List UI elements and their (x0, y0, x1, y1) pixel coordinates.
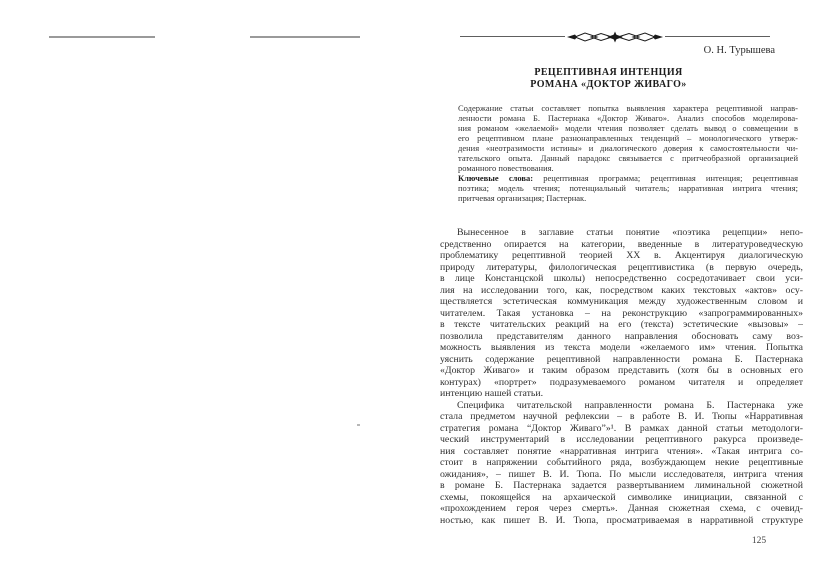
text-line: ческий инструментарий в исследовании рецептивного ракурса произведе- (440, 434, 803, 445)
paragraph-2 (440, 400, 803, 527)
text-line: стратегия романа “Доктор Живаго”»¹. В рамках данной статьи методологи- (440, 422, 803, 434)
text-line: средственно опирается на категории, введенные в литературоведческую (440, 238, 803, 250)
abstract-text (458, 103, 798, 173)
right-page (440, 0, 803, 582)
text-line: притчевая организация; Пастернак. (458, 193, 587, 203)
text-line: Вынесенное в заглавие статьи понятие «поэтика рецепции» непо- (457, 227, 803, 238)
scan-speckle (357, 424, 360, 426)
text-line: Содержание статьи составляет попытка выявления характера рецептивной направ- (458, 103, 798, 113)
text-line: его рецептивном плане разнонаправленных тенденций – монологического утверж- (458, 133, 798, 143)
text-line: контурах) «портрет» подразумеваемого романом читателя и определяет (440, 376, 803, 388)
text-line: ния романом «желаемой» модели чтения позволяет сделать вывод о совмещении в (458, 123, 798, 133)
text-line: читателем. Такая установка – на реконструкцию «запрограммированных» (440, 307, 803, 319)
ornament-icon (567, 31, 663, 43)
text-line: в тексте читательских реакций на его (текста) эстетические «вызовы» – (440, 319, 803, 330)
text-line: ленности романа Б. Пастернака «Доктор Живаго». Анализ способов моделирова- (458, 113, 798, 123)
keywords-text: рецептивная программа; рецептивная интенция; рецептивная (533, 173, 798, 183)
left-page-rule-1 (49, 36, 155, 38)
keywords-line (458, 173, 798, 183)
text-line: тательского опыта. Данный парадокс связывается с притчеобразной организацией (458, 153, 798, 163)
text-line: «Доктор Живаго» и таким образом представить (хотя бы в основных его (440, 365, 803, 376)
text-line: интенцию нашей статьи. (440, 388, 544, 399)
text-line: ностью, как пишет В. И. Тюпа, просматриваемая в нарративной структуре (440, 514, 803, 526)
text-line: романного повествования. (458, 163, 554, 173)
abstract-block (458, 103, 798, 203)
text-line: поэтика; модель чтения; потенциальный читатель; нарративная интрига чтения; (458, 183, 798, 193)
text-line: природу литературы, филологическая рецептивистика (в первую очередь, (440, 261, 803, 273)
text-line: ния составляет понятие «нарративная интрига чтения». «Такая интрига со- (440, 445, 803, 457)
ornament-divider (460, 30, 770, 43)
text-line: ожидания», – пишет В. И. Тюпа. По мысли исследователя, интрига чтения (440, 468, 803, 480)
text-line: можность выявления из текста модели «желаемого им» чтения. Попытка (440, 342, 803, 353)
paragraph-1 (440, 227, 803, 400)
text-line: позволила представителям данного направления обосновать саму воз- (440, 330, 803, 342)
text-line: схемы, покоящейся на архаической символике инициации, связанной с (440, 491, 803, 503)
divider-line-right (665, 36, 770, 37)
page-number: 125 (751, 536, 767, 546)
author-name: О. Н. Турышева (703, 45, 775, 56)
keywords-continued (458, 183, 798, 203)
text-line: в лице Констанцской школы) непосредственно сосредотачивает свои уси- (440, 273, 803, 284)
text-line: дения «неотразимости истины» и диалогического доверия к самостоятельности чи- (458, 143, 798, 153)
left-page-rule-2 (250, 36, 360, 38)
article-title (427, 67, 790, 91)
text-line: проблематику рецептивной теорией XX в. Акцентируя диалогическую (440, 250, 803, 261)
text-line: в романе Б. Пастернака задается развертыванием лиминальной сюжетной (440, 480, 803, 491)
article-title-line1: РЕЦЕПТИВНАЯ ИНТЕНЦИЯ (534, 67, 683, 78)
article-body (440, 227, 803, 526)
text-line: уяснить содержание рецептивной направленности романа Б. Пастернака (440, 353, 803, 365)
text-line: стоит в напряжении событийного ряда, возбуждающем некие рецептивные (440, 457, 803, 468)
text-line: «прохождением героя через смерть». Данная сюжетная схема, с очевид- (440, 503, 803, 514)
text-line: стала предметом научной рефлексии – в работе В. И. Тюпы «Нарративная (440, 411, 803, 422)
text-line: ществляется эстетическая коммуникация между художественным словом и (440, 296, 803, 307)
keywords-label: Ключевые слова: (458, 173, 534, 183)
text-line: лия на исследовании того, как, посредством каких текстовых «актов» осу- (440, 284, 803, 296)
divider-line-left (460, 36, 565, 37)
text-line: Специфика читательской направленности романа Б. Пастернака уже (457, 399, 803, 411)
article-title-line2: РОМАНА «ДОКТОР ЖИВАГО» (530, 79, 687, 90)
